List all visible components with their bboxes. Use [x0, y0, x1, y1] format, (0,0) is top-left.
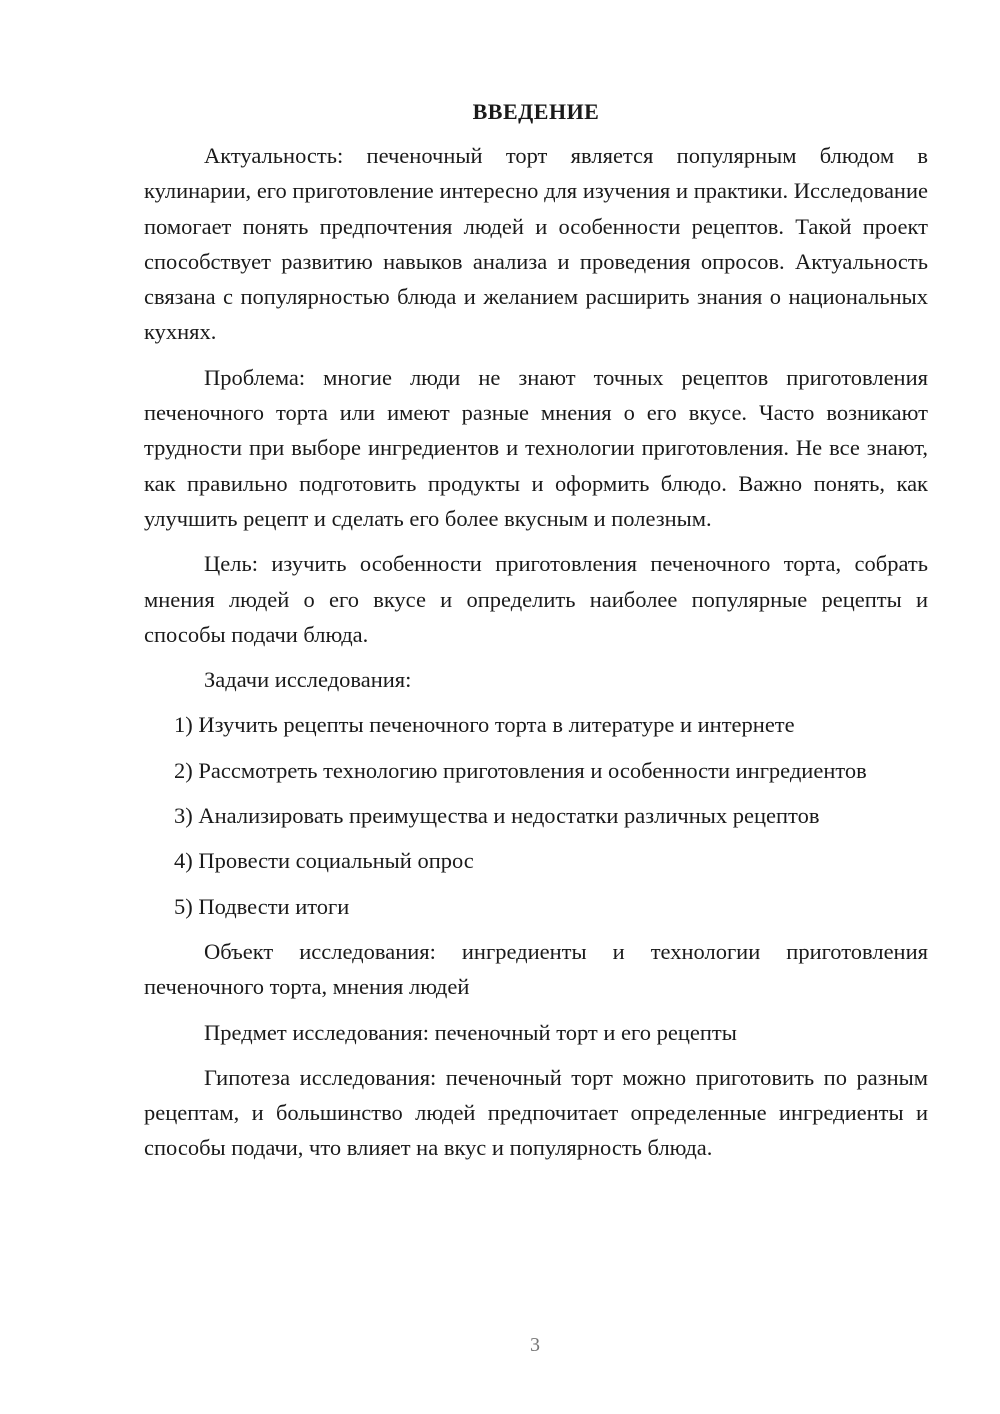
page-title: ВВЕДЕНИЕ: [472, 99, 600, 124]
task-item-5: 5) Подвести итоги: [174, 893, 350, 919]
task-item-4: 4) Провести социальный опрос: [174, 848, 474, 874]
task-item-1: 1) Изучить рецепты печеночного торта в литературе и интернете: [174, 712, 795, 738]
page-number: 3: [530, 1334, 540, 1356]
page-content: [144, 96, 928, 1176]
goal-paragraph: Цель: изучить особенности приготовления печеночного торта, собрать мнения людей о его вкусе и определить наиболее популярные рецепты и способы подачи блюда.: [144, 551, 928, 647]
problem-paragraph: Проблема: многие люди не знают точных рецептов приготовления печеночного торта или имеют разные мнения о его вкусе. Часто возникают трудности при выборе ингредиентов и технологии приготовления. Не все знают, как правильно подготовить продукты и оформить блюдо. Важно понять, как улучшить рецепт и сделать его более вкусным и полезным.: [144, 364, 928, 531]
relevance-paragraph: Актуальность: печеночный торт является популярным блюдом в кулинарии, его приготовление интересно для изучения и практики. Исследование помогает понять предпочтения людей и особенности рецептов. Такой проект способствует развитию навыков анализа и проведения опросов. Актуальность связана с популярностью блюда и желанием расширить знания о национальных кухнях.: [144, 143, 928, 345]
task-item-2: 2) Рассмотреть технологию приготовления и особенности ингредиентов: [174, 757, 867, 783]
subject-paragraph: Предмет исследования: печеночный торт и его рецепты: [204, 1019, 737, 1045]
hypothesis-paragraph: Гипотеза исследования: печеночный торт можно приготовить по разным рецептам, и большинство людей предпочитает определенные ингредиенты и способы подачи, что влияет на вкус и популярность блюда.: [144, 1064, 928, 1161]
object-paragraph: Объект исследования: ингредиенты и технологии приготовления печеночного торта, мнения людей: [144, 938, 928, 1000]
task-item-3: 3) Анализировать преимущества и недостатки различных рецептов: [174, 803, 820, 829]
tasks-heading: Задачи исследования:: [204, 667, 412, 693]
